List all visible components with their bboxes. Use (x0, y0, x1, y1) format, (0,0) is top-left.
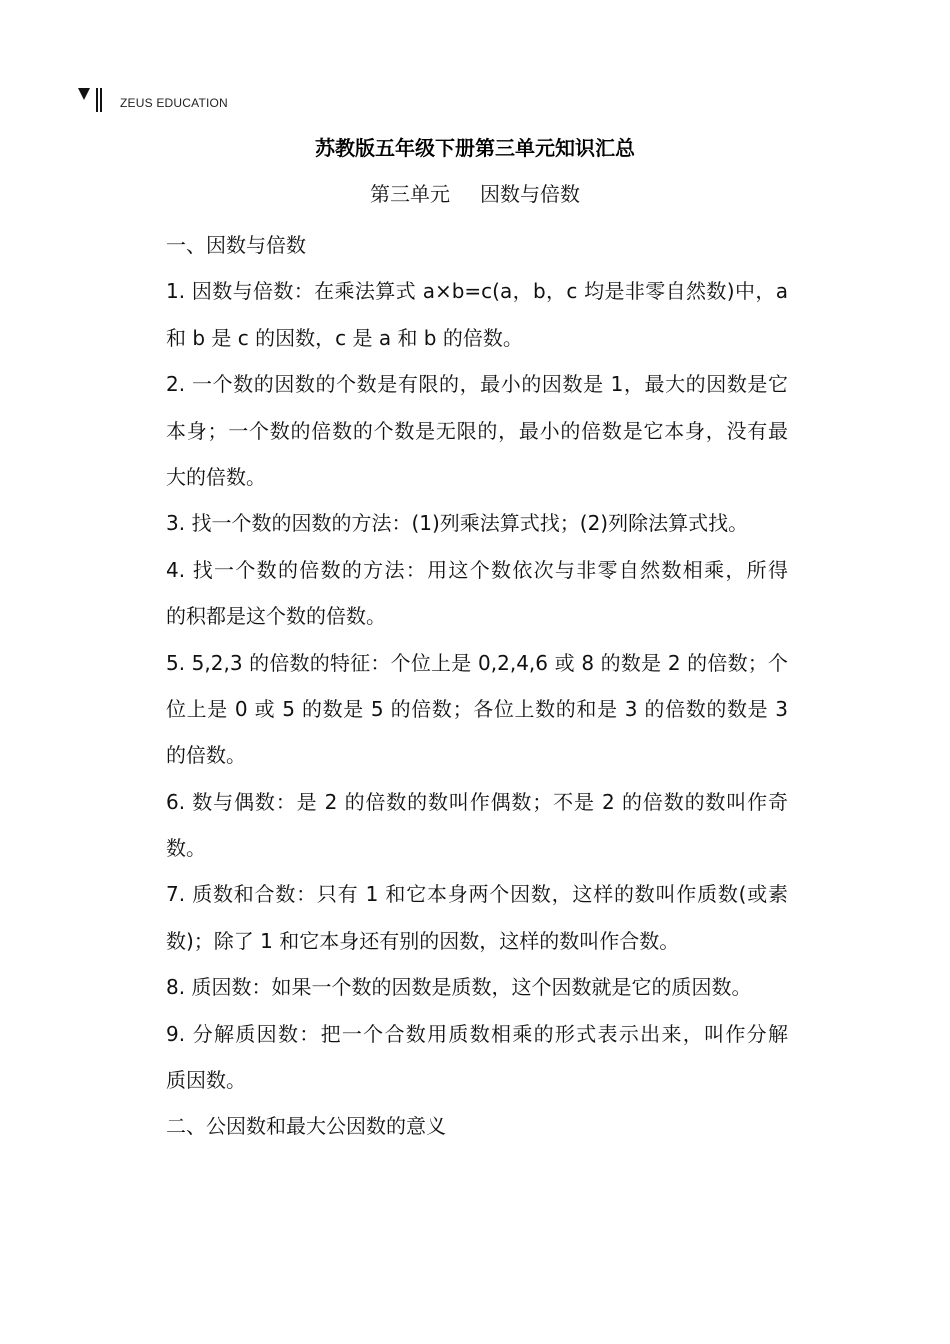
section-heading: 二、公因数和最大公因数的意义 (166, 1114, 446, 1139)
paragraph-line: 和 b 是 c 的因数，c 是 a 和 b 的倍数。 (166, 325, 523, 350)
unit-label: 第三单元 (370, 182, 450, 206)
paragraph-line: 数)；除了 1 和它本身还有别的因数，这样的数叫作合数。 (166, 928, 680, 953)
zeus-logo-icon (76, 80, 106, 114)
logo-text: ZEUS EDUCATION (120, 96, 228, 110)
paragraph-line: 9. 分解质因数：把一个合数用质数相乘的形式表示出来，叫作分解 (166, 1021, 788, 1046)
paragraph-line: 8. 质因数：如果一个数的因数是质数，这个因数就是它的质因数。 (166, 975, 752, 1000)
paragraph-line: 的倍数。 (166, 743, 246, 768)
paragraph-line: 质因数。 (166, 1068, 246, 1093)
paragraph-line: 的积都是这个数的倍数。 (166, 604, 386, 629)
unit-heading (0, 180, 950, 208)
paragraph-line: 2. 一个数的因数的个数是有限的，最小的因数是 1，最大的因数是它 (166, 372, 788, 397)
section-heading: 一、因数与倍数 (166, 233, 306, 257)
paragraph-line: 6. 数与偶数：是 2 的倍数的数叫作偶数；不是 2 的倍数的数叫作奇 (166, 789, 788, 814)
unit-name: 因数与倍数 (480, 182, 580, 206)
paragraph-line: 1. 因数与倍数：在乘法算式 a×b=c(a，b，c 均是非零自然数)中，a (166, 279, 788, 304)
paragraph-line: 3. 找一个数的因数的方法：(1)列乘法算式找；(2)列除法算式找。 (166, 511, 749, 536)
paragraph-line: 数。 (166, 836, 206, 861)
paragraph-line: 位上是 0 或 5 的数是 5 的倍数；各位上数的和是 3 的倍数的数是 3 (166, 696, 788, 721)
paragraph-line: 5. 5,2,3 的倍数的特征：个位上是 0,2,4,6 或 8 的数是 2 的倍数；个 (166, 650, 788, 675)
paragraph-line: 7. 质数和合数：只有 1 和它本身两个因数，这样的数叫作质数(或素 (166, 882, 788, 907)
document-title: 苏教版五年级下册第三单元知识汇总 (315, 136, 635, 160)
paragraph-line: 大的倍数。 (166, 464, 266, 489)
paragraph-line: 本身；一个数的倍数的个数是无限的，最小的倍数是它本身，没有最 (166, 418, 788, 443)
document-body (166, 222, 788, 1150)
paragraph-line: 4. 找一个数的倍数的方法：用这个数依次与非零自然数相乘，所得 (166, 557, 788, 582)
header-logo (76, 80, 276, 116)
